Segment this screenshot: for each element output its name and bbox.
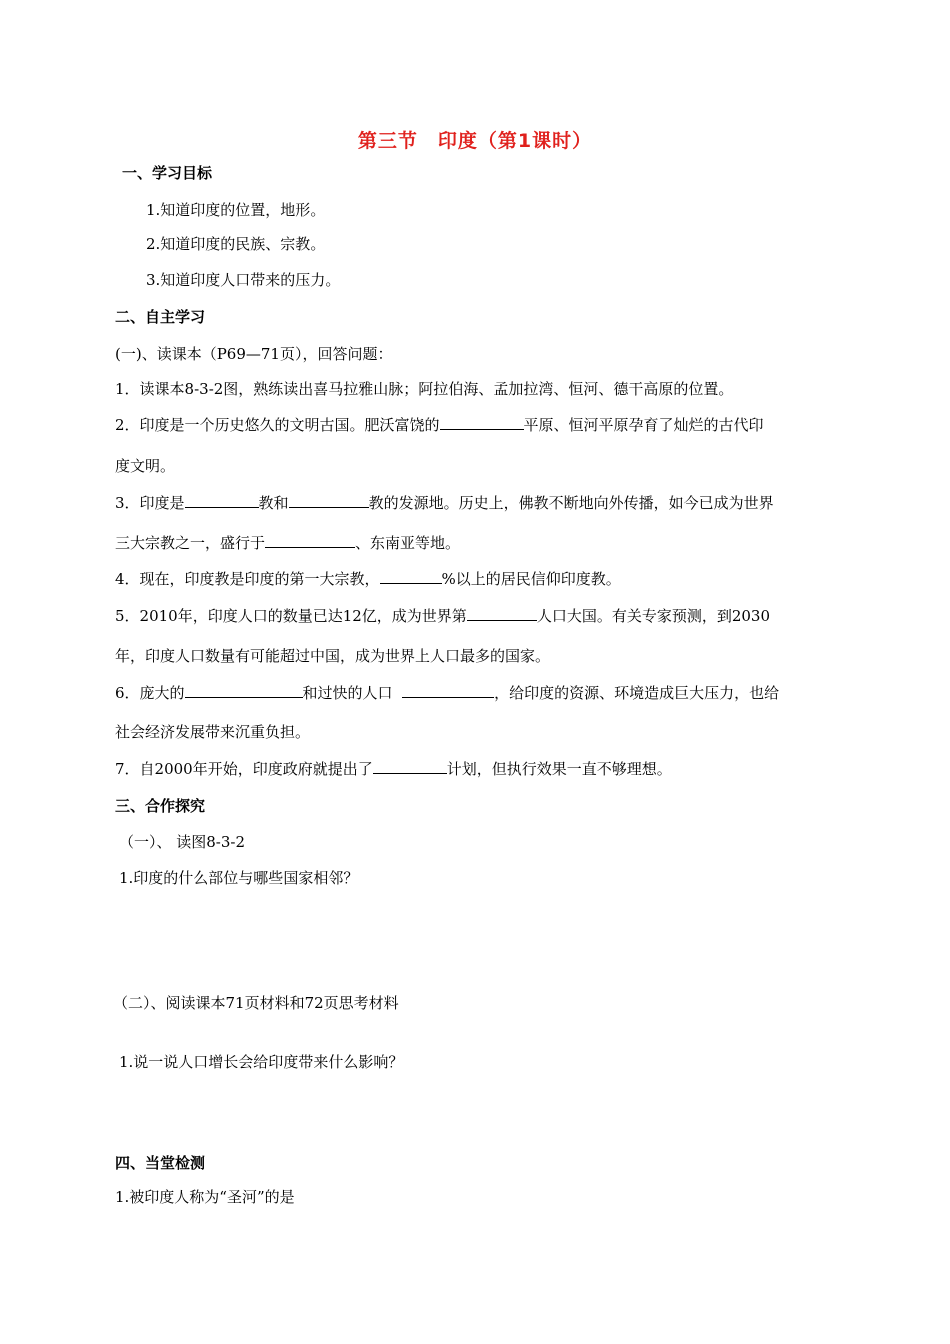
question-text: 2．印度是一个历史悠久的文明古国。肥沃富饶的 [115, 416, 440, 434]
cooperation-sub-2: （二）、阅读课本71页材料和72页思考材料 [113, 994, 399, 1012]
question-text: 、东南亚等地。 [355, 534, 461, 552]
question-2-cont: 度文明。 [115, 457, 176, 475]
question-3-cont [115, 533, 460, 553]
question-6 [115, 683, 779, 703]
question-text: ，给印度的资源、环境造成巨大压力，也给 [494, 684, 780, 702]
question-text: %以上的居民信仰印度教。 [441, 570, 621, 588]
question-4 [115, 569, 621, 589]
question-6-cont: 社会经济发展带来沉重负担。 [115, 723, 311, 741]
fill-blank[interactable] [265, 533, 355, 548]
objective-item: 2.知道印度的民族、宗教。 [146, 235, 326, 253]
question-3 [115, 493, 774, 513]
check-question-1: 1.被印度人称为“圣河”的是 [115, 1188, 295, 1206]
question-5 [115, 606, 770, 626]
question-text: 教和 [258, 494, 289, 512]
section-heading-objectives: 一、学习目标 [122, 164, 213, 182]
cooperation-sub-1: （一）、 读图8-3-2 [119, 833, 246, 851]
question-text: 6．庞大的 [115, 684, 185, 702]
question-1: 1．读课本8-3-2图，熟练读出喜马拉雅山脉；阿拉伯海、孟加拉湾、恒河、德干高原的位置。 [115, 380, 734, 398]
self-study-intro: (一)、读课本（P69—71页），回答问题： [115, 345, 393, 363]
fill-blank[interactable] [373, 759, 447, 774]
question-text: 和过快的人口 [302, 684, 393, 702]
question-5-cont: 年，印度人口数量有可能超过中国，成为世界上人口最多的国家。 [115, 647, 551, 665]
cooperation-question-1: 1.印度的什么部位与哪些国家相邻？ [119, 869, 359, 887]
section-heading-self-study: 二、自主学习 [115, 308, 206, 326]
cooperation-question-2: 1.说一说人口增长会给印度带来什么影响？ [119, 1053, 404, 1071]
question-text: 教的发源地。历史上，佛教不断地向外传播，如今已成为世界 [368, 494, 774, 512]
fill-blank[interactable] [185, 493, 259, 508]
fill-blank[interactable] [185, 683, 303, 698]
objective-item: 3.知道印度人口带来的压力。 [146, 271, 341, 289]
question-text: 3．印度是 [115, 494, 185, 512]
section-heading-cooperation: 三、合作探究 [115, 797, 206, 815]
question-7 [115, 759, 672, 779]
question-text: 人口大国。有关专家预测，到2030 [536, 607, 770, 625]
fill-blank[interactable] [467, 606, 537, 621]
question-text: 7．自2000年开始，印度政府就提出了 [115, 760, 373, 778]
question-text: 三大宗教之一，盛行于 [115, 534, 266, 552]
page-title: 第三节 印度（第1课时） [357, 130, 593, 152]
objective-item: 1.知道印度的位置，地形。 [146, 201, 326, 219]
fill-blank[interactable] [289, 493, 369, 508]
fill-blank[interactable] [440, 415, 524, 430]
question-2 [115, 415, 764, 435]
fill-blank[interactable] [402, 683, 494, 698]
question-text: 计划，但执行效果一直不够理想。 [446, 760, 672, 778]
question-text: 5．2010年，印度人口的数量已达12亿，成为世界第 [115, 607, 467, 625]
question-text: 4．现在，印度教是印度的第一大宗教， [115, 570, 380, 588]
fill-blank[interactable] [380, 569, 442, 584]
question-text: 平原、恒河平原孕育了灿烂的古代印 [523, 416, 764, 434]
section-heading-check: 四、当堂检测 [115, 1154, 206, 1172]
